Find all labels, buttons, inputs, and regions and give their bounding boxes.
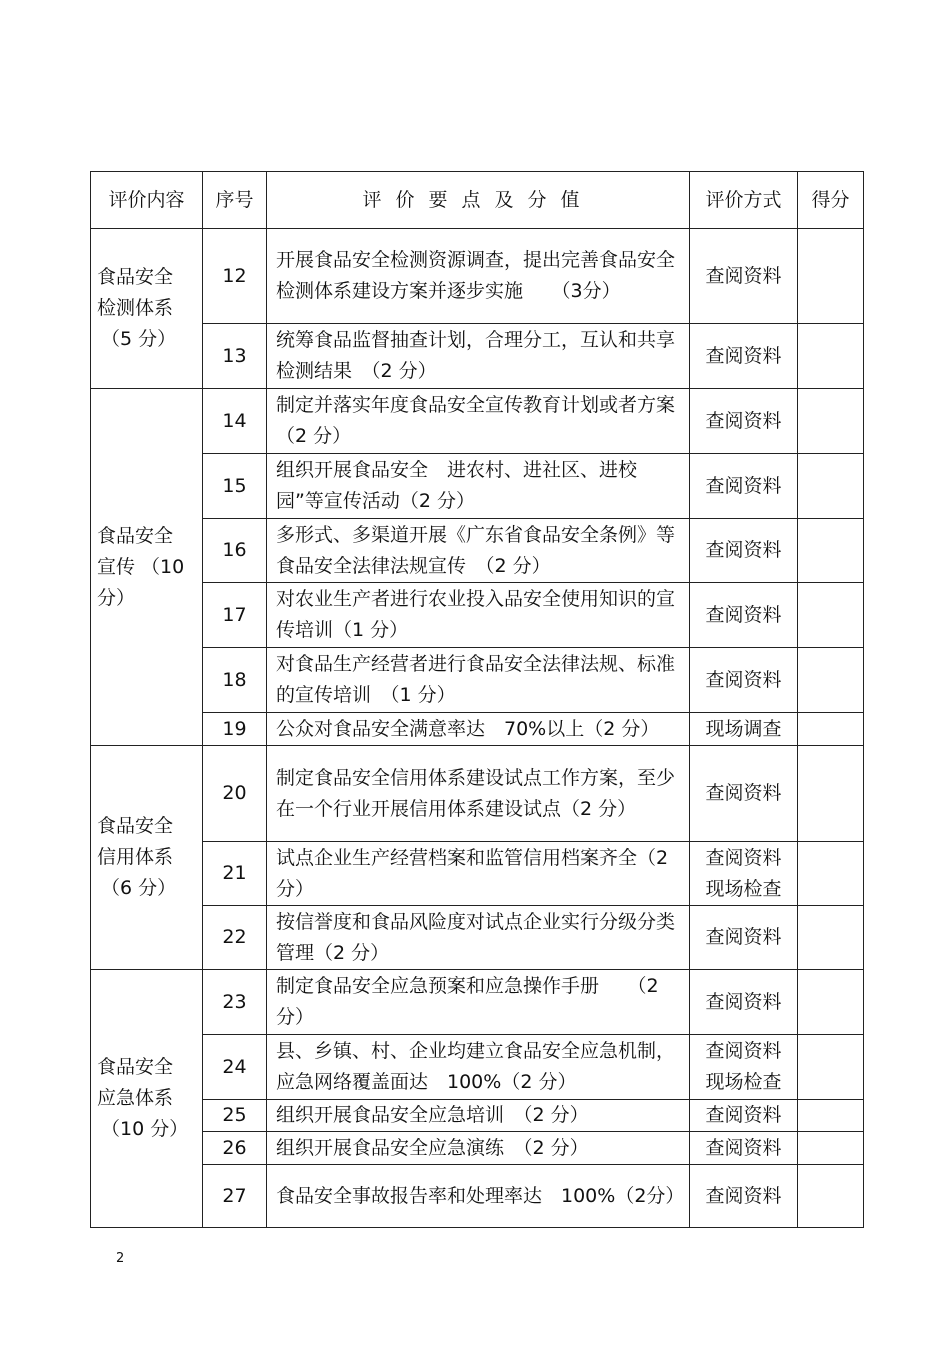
header-score: 得分 [798, 172, 864, 229]
table-row [91, 519, 864, 583]
method-line: 现场检查 [705, 1071, 782, 1093]
score-cell [798, 648, 864, 713]
point-cell: 组织开展食品安全 进农村、进社区、进校园”等宣传活动（2 分） [267, 454, 690, 519]
page-number: 2 [116, 1251, 125, 1266]
point-cell: 对食品生产经营者进行食品安全法律法规、标准的宣传培训 （1 分） [267, 648, 690, 713]
score-cell [798, 454, 864, 519]
category-line: 分） [97, 586, 136, 609]
category-line: 应急体系 [97, 1087, 174, 1109]
category-line: 食品安全 [97, 1056, 174, 1078]
method-cell: 查阅资料 [690, 746, 798, 842]
table-row [91, 1132, 864, 1165]
score-cell [798, 1100, 864, 1132]
table-row [91, 648, 864, 713]
point-cell: 多形式、多渠道开展《广东省食品安全条例》等食品安全法律法规宣传 （2 分） [267, 519, 690, 583]
table-row [91, 746, 864, 842]
score-cell [798, 713, 864, 746]
method-cell: 查阅资料 [690, 519, 798, 583]
table-row [91, 713, 864, 746]
seq-cell: 18 [203, 648, 267, 713]
point-cell: 组织开展食品安全应急演练 （2 分） [267, 1132, 690, 1165]
table-row [91, 389, 864, 454]
point-cell: 制定食品安全信用体系建设试点工作方案，至少在一个行业开展信用体系建设试点（2 分） [267, 746, 690, 842]
table-row [91, 970, 864, 1035]
method-line: 查阅资料 [705, 846, 782, 869]
point-cell: 试点企业生产经营档案和监管信用档案齐全（2 分） [267, 842, 690, 906]
seq-cell: 12 [203, 229, 267, 324]
point-cell: 县、乡镇、村、企业均建立食品安全应急机制，应急网络覆盖面达 100%（2 分） [267, 1035, 690, 1100]
table-row [91, 906, 864, 970]
evaluation-table-wrapper [90, 171, 864, 1228]
evaluation-table [90, 171, 864, 1228]
category-cell [91, 970, 203, 1228]
score-cell [798, 389, 864, 454]
method-cell: 查阅资料 [690, 970, 798, 1035]
category-line: （5 分） [101, 328, 177, 350]
point-cell: 组织开展食品安全应急培训 （2 分） [267, 1100, 690, 1132]
seq-cell: 24 [203, 1035, 267, 1100]
score-cell [798, 1165, 864, 1228]
seq-cell: 21 [203, 842, 267, 906]
table-row [91, 229, 864, 324]
table-row [91, 583, 864, 648]
score-cell [798, 1035, 864, 1100]
category-line: 食品安全 [97, 815, 174, 837]
seq-cell: 15 [203, 454, 267, 519]
score-cell [798, 970, 864, 1035]
point-cell: 统筹食品监督抽查计划，合理分工，互认和共享检测结果 （2 分） [267, 324, 690, 389]
score-cell [798, 906, 864, 970]
header-seq: 序号 [203, 172, 267, 229]
seq-cell: 25 [203, 1100, 267, 1132]
header-category: 评价内容 [91, 172, 203, 229]
method-cell: 查阅资料 [690, 1165, 798, 1228]
method-cell: 查阅资料 [690, 454, 798, 519]
table-row [91, 454, 864, 519]
score-cell [798, 583, 864, 648]
table-row [91, 1035, 864, 1100]
category-line: 宣传 （10 [97, 555, 185, 578]
method-line: 现场检查 [705, 877, 782, 900]
category-cell [91, 389, 203, 746]
method-cell: 查阅资料 [690, 389, 798, 454]
table-row [91, 1165, 864, 1228]
method-cell: 查阅资料 [690, 1132, 798, 1165]
table-row [91, 1100, 864, 1132]
point-cell: 制定并落实年度食品安全宣传教育计划或者方案（2 分） [267, 389, 690, 454]
method-cell [690, 1035, 798, 1100]
point-cell: 制定食品安全应急预案和应急操作手册 （2分） [267, 970, 690, 1035]
point-cell: 公众对食品安全满意率达 70%以上（2 分） [267, 713, 690, 746]
category-line: 检测体系 [97, 297, 174, 319]
table-row [91, 842, 864, 906]
method-cell: 查阅资料 [690, 1100, 798, 1132]
category-line: 信用体系 [97, 846, 174, 868]
score-cell [798, 324, 864, 389]
point-cell: 对农业生产者进行农业投入品安全使用知识的宣传培训（1 分） [267, 583, 690, 648]
seq-cell: 27 [203, 1165, 267, 1228]
seq-cell: 19 [203, 713, 267, 746]
seq-cell: 23 [203, 970, 267, 1035]
method-cell: 查阅资料 [690, 324, 798, 389]
table-header-row [91, 172, 864, 229]
method-cell: 查阅资料 [690, 583, 798, 648]
method-cell: 现场调查 [690, 713, 798, 746]
header-point: 评价要点及分值 [267, 172, 690, 229]
header-method: 评价方式 [690, 172, 798, 229]
category-cell [91, 229, 203, 389]
seq-cell: 14 [203, 389, 267, 454]
method-cell [690, 842, 798, 906]
seq-cell: 13 [203, 324, 267, 389]
category-line: 食品安全 [97, 266, 174, 288]
category-line: 食品安全 [97, 524, 174, 547]
category-line: （10 分） [101, 1118, 189, 1140]
point-cell: 开展食品安全检测资源调查，提出完善食品安全检测体系建设方案并逐步实施 （3分） [267, 229, 690, 324]
seq-cell: 22 [203, 906, 267, 970]
method-cell: 查阅资料 [690, 648, 798, 713]
score-cell [798, 229, 864, 324]
score-cell [798, 519, 864, 583]
method-cell: 查阅资料 [690, 906, 798, 970]
category-cell [91, 746, 203, 970]
point-cell: 食品安全事故报告率和处理率达 100%（2分） [267, 1165, 690, 1228]
score-cell [798, 842, 864, 906]
seq-cell: 20 [203, 746, 267, 842]
score-cell [798, 1132, 864, 1165]
point-cell: 按信誉度和食品风险度对试点企业实行分级分类管理（2 分） [267, 906, 690, 970]
table-row [91, 324, 864, 389]
category-line: （6 分） [101, 877, 177, 899]
score-cell [798, 746, 864, 842]
method-cell: 查阅资料 [690, 229, 798, 324]
seq-cell: 16 [203, 519, 267, 583]
seq-cell: 17 [203, 583, 267, 648]
seq-cell: 26 [203, 1132, 267, 1165]
method-line: 查阅资料 [705, 1040, 782, 1062]
